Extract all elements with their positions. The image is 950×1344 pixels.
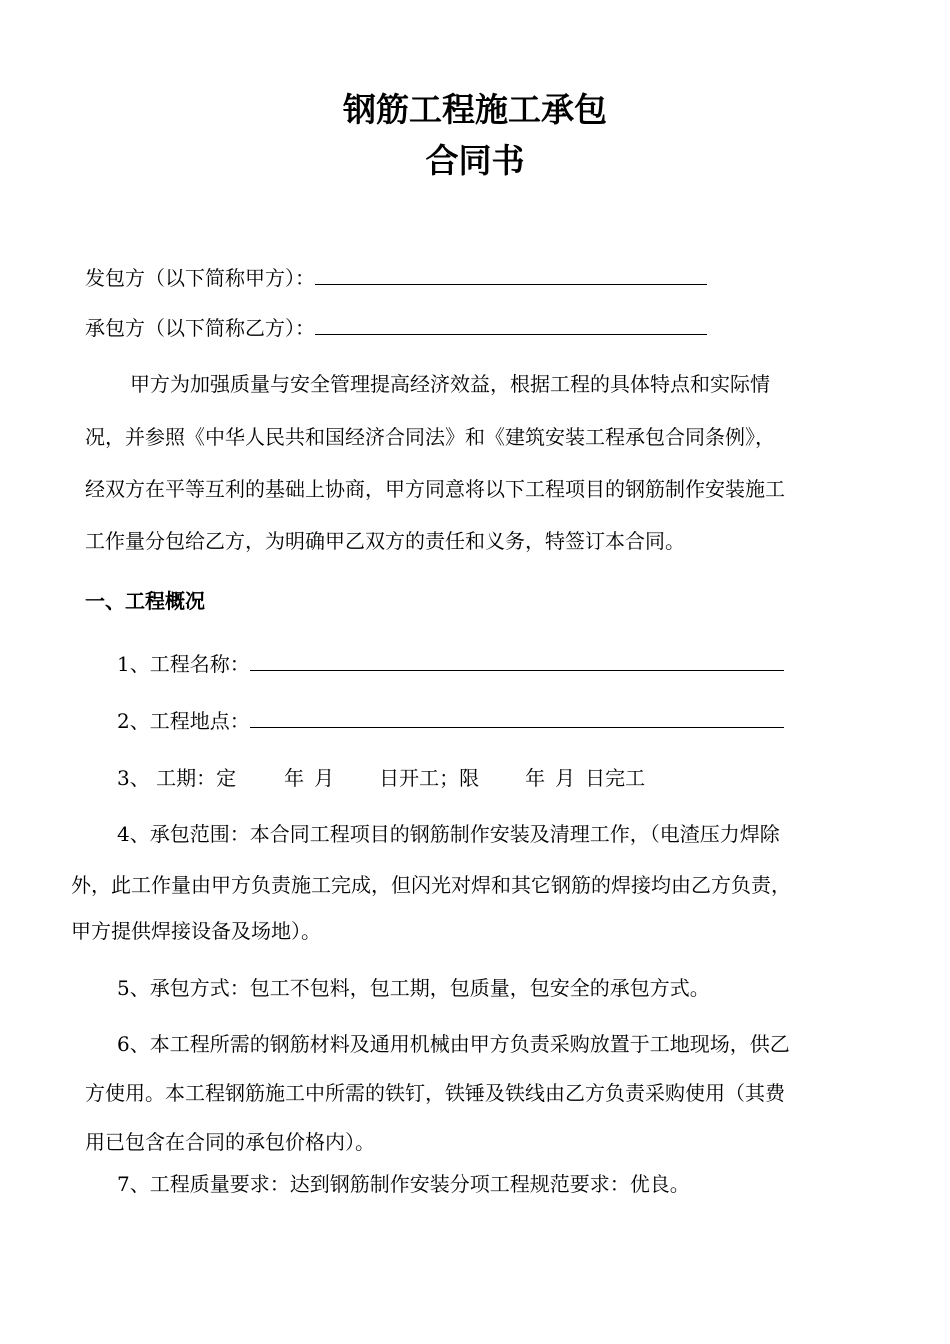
schedule-line (117, 766, 645, 790)
materials-line-2: 方使用。本工程钢筋施工中所需的铁钉，铁锤及铁线由乙方负责采购使用（其费 (85, 1081, 785, 1105)
contract-method-line: 5、承包方式：包工不包料，包工期，包质量，包安全的承包方式。 (117, 976, 710, 1000)
project-name-label: 1、工程名称： (117, 652, 250, 676)
section-heading: 一、工程概况 (85, 589, 205, 613)
employer-field (85, 264, 707, 290)
scope-line-2: 外，此工作量由甲方负责施工完成，但闪光对焊和其它钢筋的焊接均由乙方负责， (71, 873, 791, 897)
project-location-label: 2、工程地点： (117, 709, 250, 733)
contractor-label: 承包方（以下简称乙方）： (85, 316, 315, 340)
scope-line-1: 4、承包范围：本合同工程项目的钢筋制作安装及清理工作，（电渣压力焊除 (117, 822, 780, 846)
schedule-end-text: 日完工 (585, 766, 646, 790)
contractor-field (85, 314, 707, 340)
employer-label: 发包方（以下简称甲方）： (85, 266, 315, 290)
project-location-field (117, 707, 784, 733)
intro-line-1: 甲方为加强质量与安全管理提高经济效益，根据工程的具体特点和实际情 (130, 372, 770, 396)
intro-line-2: 况，并参照《中华人民共和国经济合同法》和《建筑安装工程承包合同条例》， (85, 425, 775, 449)
materials-line-1: 6、本工程所需的钢筋材料及通用机械由甲方负责采购放置于工地现场，供乙 (117, 1032, 790, 1056)
schedule-end-month: 月 (555, 766, 576, 790)
schedule-start-text: 日开工；限 (379, 766, 480, 790)
materials-line-3: 用已包含在合同的承包价格内）。 (85, 1130, 375, 1154)
contractor-blank-line[interactable] (315, 314, 707, 335)
scope-line-3: 甲方提供焊接设备及场地）。 (71, 919, 321, 943)
schedule-end-year: 年 (525, 766, 546, 790)
project-name-field (117, 650, 784, 676)
quality-requirement-line: 7、工程质量要求：达到钢筋制作安装分项工程规范要求：优良。 (117, 1172, 690, 1196)
document-title-line2: 合同书 (425, 141, 525, 180)
intro-line-3: 经双方在平等互利的基础上协商，甲方同意将以下工程项目的钢筋制作安装施工 (85, 477, 785, 501)
project-location-blank-line[interactable] (250, 707, 784, 728)
schedule-start-month: 月 (314, 766, 335, 790)
schedule-start-year: 年 (284, 766, 305, 790)
document-title-line1: 钢筋工程施工承包 (343, 90, 607, 129)
project-name-blank-line[interactable] (250, 650, 784, 671)
intro-line-4: 工作量分包给乙方，为明确甲乙双方的责任和义务，特签订本合同。 (85, 529, 685, 553)
schedule-prefix: 3、 工期：定 (117, 766, 237, 790)
employer-blank-line[interactable] (315, 264, 707, 285)
